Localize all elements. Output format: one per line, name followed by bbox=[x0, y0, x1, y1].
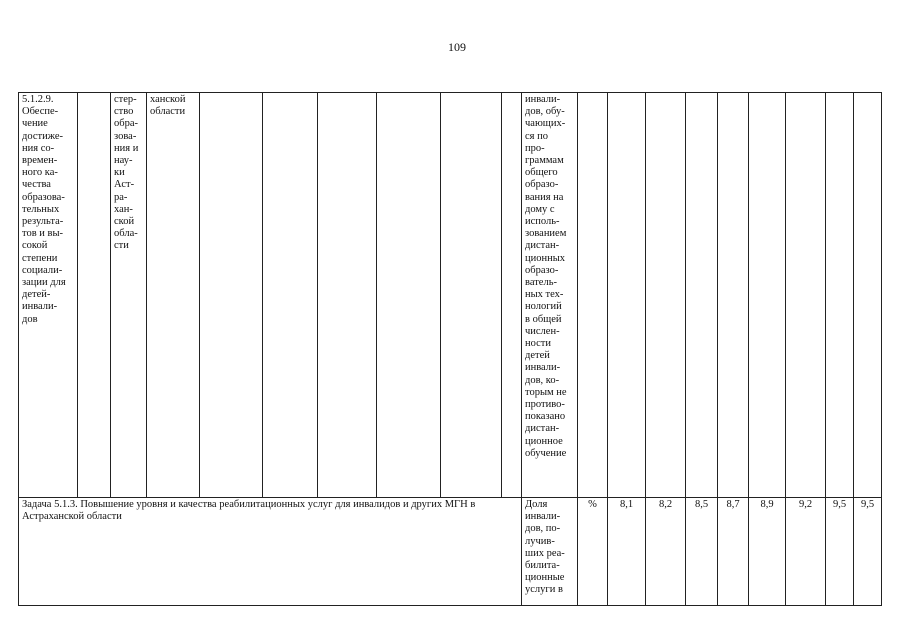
page-number: 109 bbox=[448, 40, 466, 54]
indicator-cell bbox=[522, 498, 578, 606]
value-cell: 8,1 bbox=[608, 498, 646, 606]
measure-code-text: 5.1.2.9. Обеспе- чение достиже- ния со- времен- ного ка- чества образова- тельных результа- тов и вы- сокой степени социали- зации для детей- инвали- дов bbox=[22, 94, 66, 325]
empty-cell bbox=[377, 93, 441, 498]
region-text: ханской области bbox=[150, 94, 186, 118]
empty-cell bbox=[502, 93, 522, 498]
value-cell: 9,5 bbox=[854, 498, 882, 606]
table-row-task bbox=[19, 498, 882, 606]
empty-cell bbox=[78, 93, 111, 498]
empty-cell bbox=[200, 93, 263, 498]
unit-cell: % bbox=[578, 498, 608, 606]
region-cell bbox=[147, 93, 200, 498]
measure-code-cell bbox=[19, 93, 78, 498]
empty-cell bbox=[646, 93, 686, 498]
table-row-measure bbox=[19, 93, 882, 498]
indicator-text: Доля инвали- дов, по- лучив- ших реа- билита- ционные услуги в bbox=[525, 499, 565, 596]
task-text: Задача 5.1.3. Повышение уровня и качества реабилитационных услуг для инвалидов и других МГН в Астраханской области bbox=[22, 499, 476, 523]
empty-cell bbox=[749, 93, 786, 498]
empty-cell bbox=[686, 93, 718, 498]
empty-cell bbox=[608, 93, 646, 498]
empty-cell bbox=[578, 93, 608, 498]
value-cell: 8,5 bbox=[686, 498, 718, 606]
empty-cell bbox=[441, 93, 502, 498]
value-cell: 9,5 bbox=[826, 498, 854, 606]
indicator-text: инвали- дов, обу- чающих- ся по про- граммам общего образо- вания на дому с исполь- зованием дистан- ционных образо- ватель- ных тех- нологий в общей числен- ности детей инвали- дов, ко- торым не противо- показано дистан- ционное обучение bbox=[525, 94, 567, 459]
empty-cell bbox=[854, 93, 882, 498]
empty-cell bbox=[263, 93, 318, 498]
value-cell: 8,2 bbox=[646, 498, 686, 606]
executor-cell bbox=[111, 93, 147, 498]
empty-cell bbox=[718, 93, 749, 498]
executor-text: стер- ство обра- зова- ния и нау- ки Аст- ра- хан- ской обла- сти bbox=[114, 94, 139, 252]
empty-cell bbox=[826, 93, 854, 498]
task-cell bbox=[19, 498, 522, 606]
empty-cell bbox=[318, 93, 377, 498]
value-cell: 8,7 bbox=[718, 498, 749, 606]
indicator-cell bbox=[522, 93, 578, 498]
program-table bbox=[18, 92, 882, 606]
empty-cell bbox=[786, 93, 826, 498]
value-cell: 8,9 bbox=[749, 498, 786, 606]
value-cell: 9,2 bbox=[786, 498, 826, 606]
